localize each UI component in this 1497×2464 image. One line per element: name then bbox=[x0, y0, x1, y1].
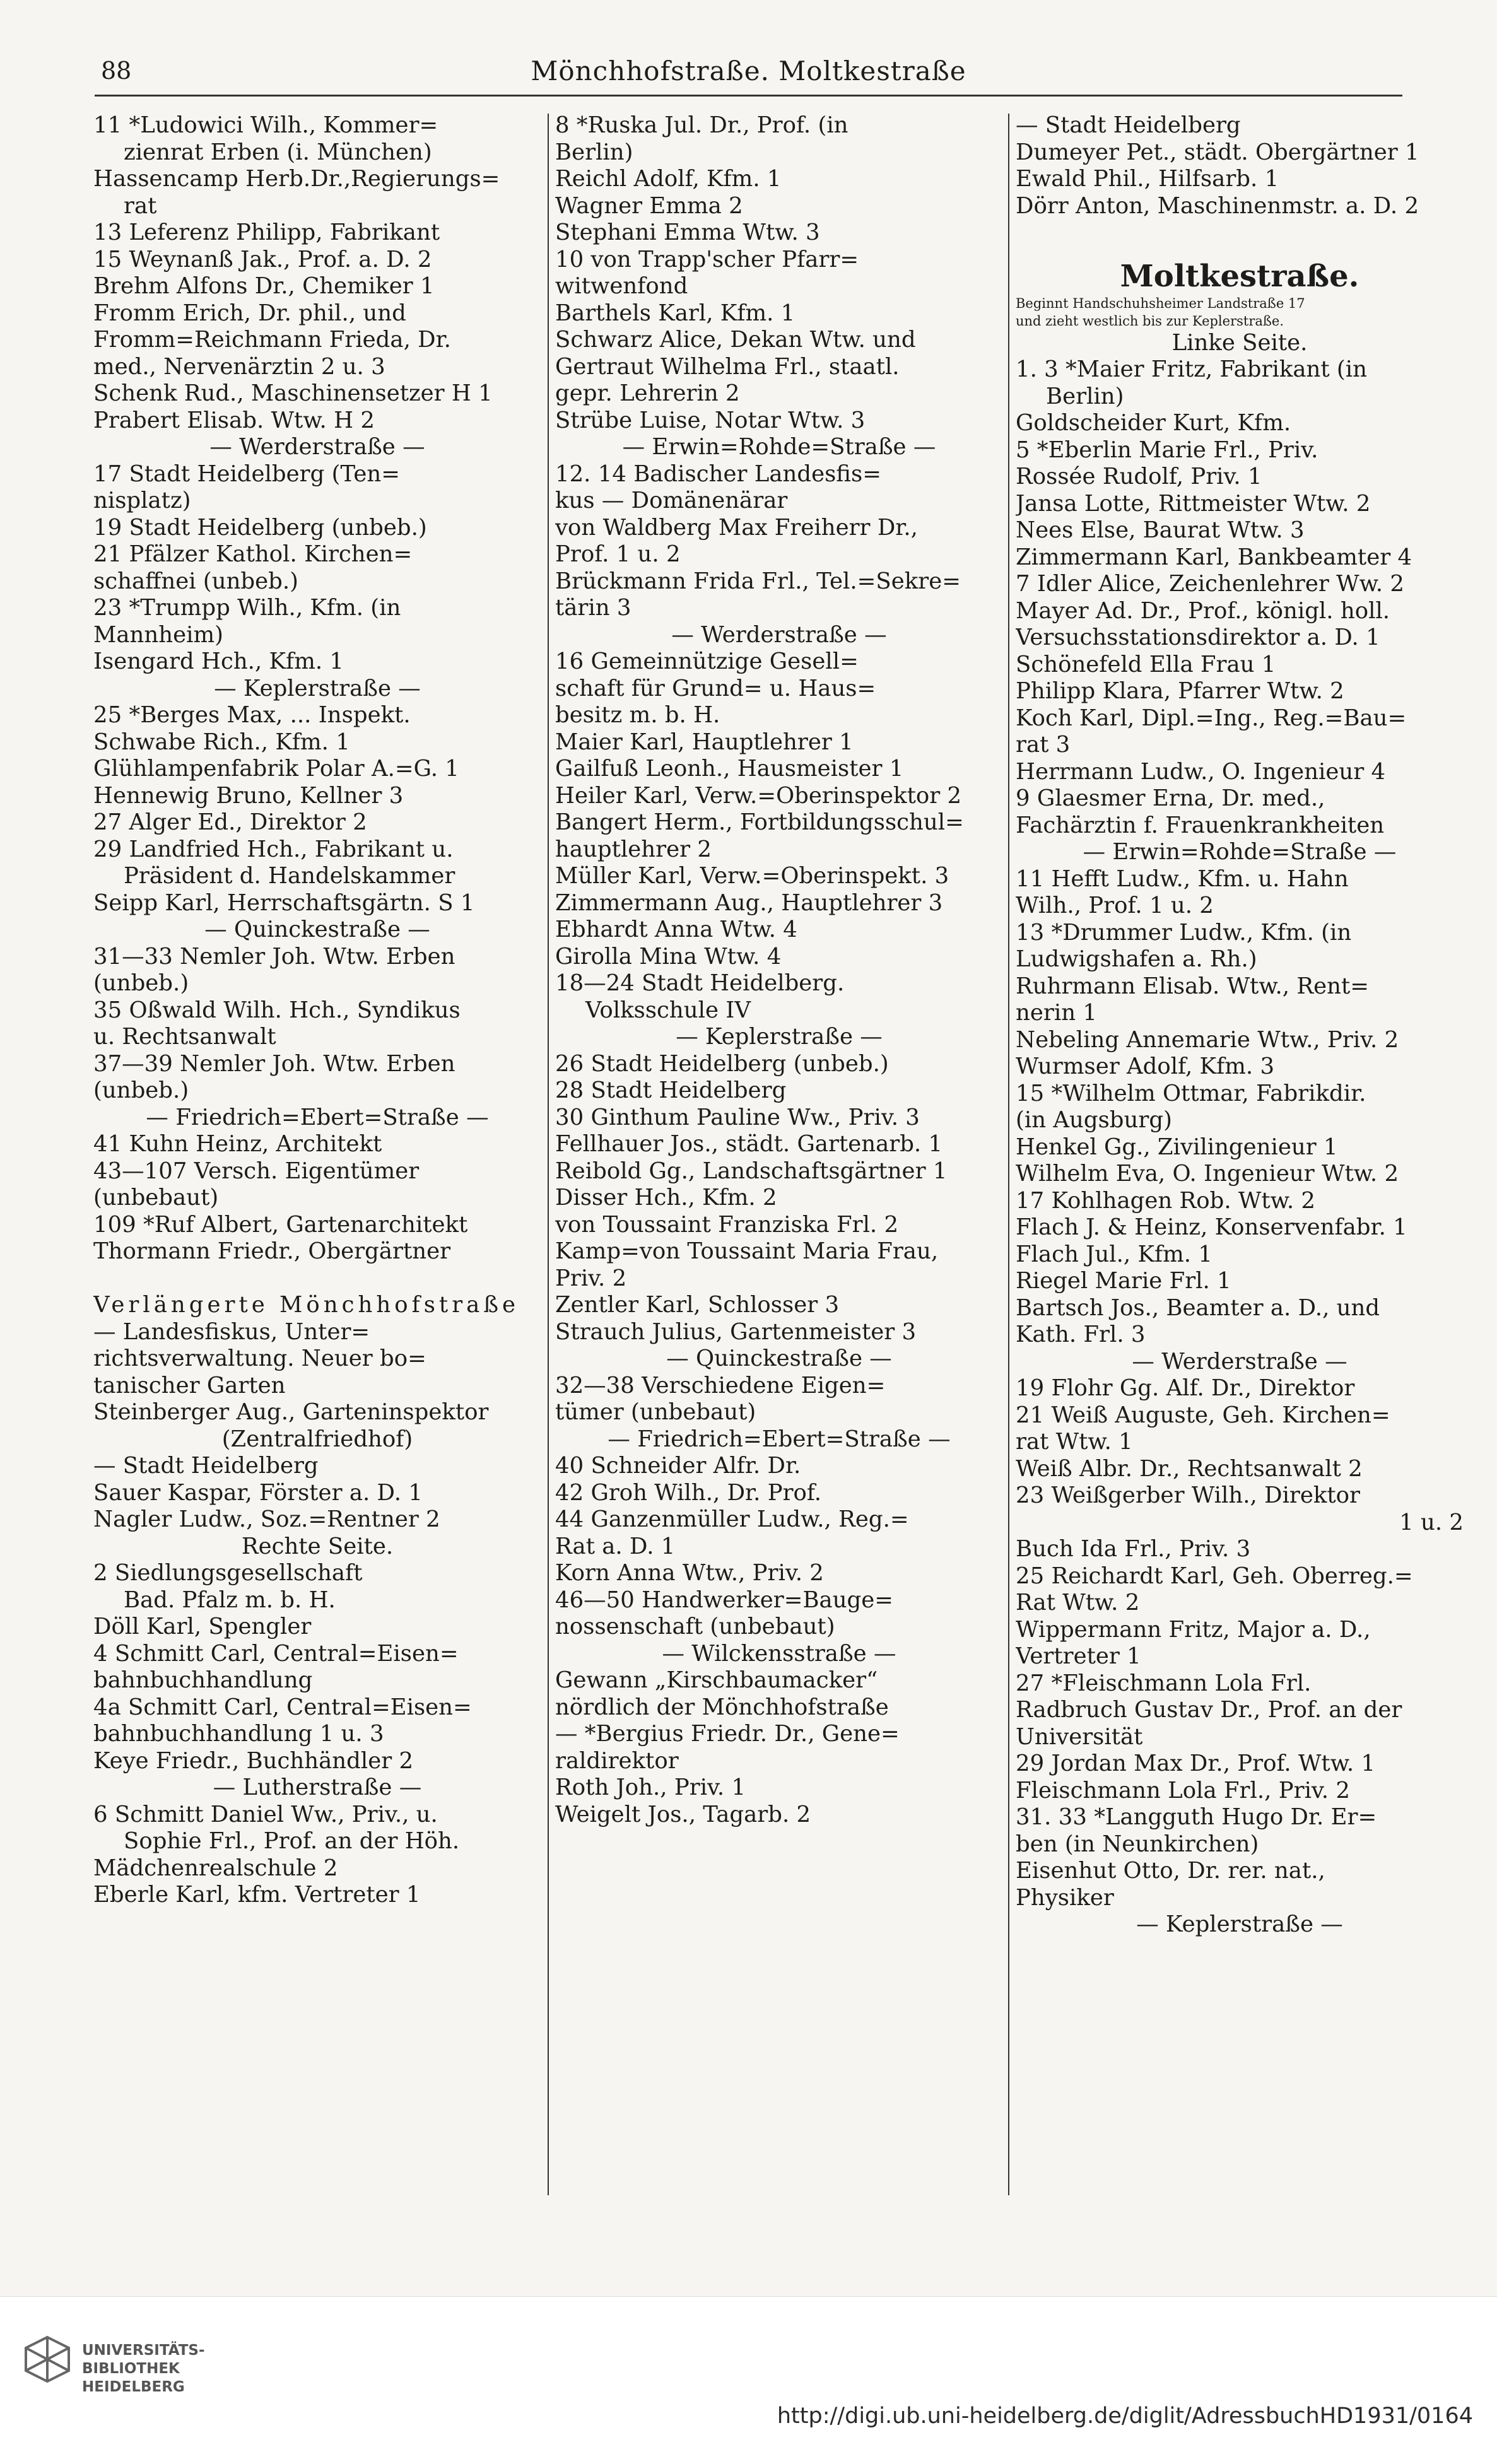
column-3-line: Dumeyer Pet., städt. Obergärtner 1 bbox=[1016, 139, 1419, 165]
column-1-line: Thormann Friedr., Obergärtner bbox=[93, 1238, 451, 1264]
column-1-line: 2 Siedlungsgesellschaft bbox=[93, 1560, 363, 1586]
column-1-line: Döll Karl, Spengler bbox=[93, 1614, 312, 1640]
column-1-line: Mannheim) bbox=[93, 621, 223, 648]
column-3-line: nerin 1 bbox=[1016, 1000, 1097, 1026]
column-3-line: Flach J. & Heinz, Konservenfabr. 1 bbox=[1016, 1214, 1407, 1240]
column-1-line: (Zentralfriedhof) bbox=[221, 1426, 413, 1452]
column-1-line: Isengard Hch., Kfm. 1 bbox=[93, 648, 344, 674]
column-3-line: ben (in Neunkirchen) bbox=[1016, 1831, 1259, 1857]
column-1-line: — Stadt Heidelberg bbox=[93, 1453, 319, 1479]
column-1-line: Mädchenrealschule 2 bbox=[93, 1855, 338, 1881]
column-3-line: Berlin) bbox=[1046, 383, 1124, 409]
column-3-line: 29 Jordan Max Dr., Prof. Wtw. 1 bbox=[1016, 1751, 1376, 1776]
column-1-line: Seipp Karl, Herrschaftsgärtn. S 1 bbox=[93, 889, 475, 916]
column-1-line: 6 Schmitt Daniel Ww., Priv., u. bbox=[93, 1801, 438, 1827]
column-2-line: Reichl Adolf, Kfm. 1 bbox=[555, 166, 782, 192]
column-1-line: Hennewig Bruno, Kellner 3 bbox=[93, 782, 404, 809]
column-1-line: nisplatz) bbox=[93, 488, 191, 513]
column-2-line: 16 Gemeinnützige Gesell= bbox=[555, 648, 859, 674]
column-2-line: — Werderstraße — bbox=[671, 621, 887, 648]
column-3-line: 1 u. 2 bbox=[1399, 1509, 1464, 1535]
column-3-line: Wilhelm Eva, O. Ingenieur Wtw. 2 bbox=[1016, 1161, 1399, 1187]
column-1-line: Steinberger Aug., Garteninspektor bbox=[93, 1399, 489, 1425]
column-3-line: (in Augsburg) bbox=[1016, 1107, 1172, 1133]
column-3-line: Kath. Frl. 3 bbox=[1016, 1322, 1146, 1347]
column-3-line: Linke Seite. bbox=[1171, 329, 1308, 356]
column-2-line: Brückmann Frida Frl., Tel.=Sekre= bbox=[555, 568, 961, 594]
column-2-line: — Keplerstraße — bbox=[676, 1024, 883, 1050]
column-1-line: richtsverwaltung. Neuer bo= bbox=[93, 1346, 426, 1371]
column-1-line: Hassencamp Herb.Dr.,Regierungs= bbox=[93, 166, 500, 192]
column-3-line: Moltkestraße. bbox=[1120, 258, 1359, 294]
column-3-line: Fachärztin f. Frauenkrankheiten bbox=[1016, 812, 1385, 838]
column-2-line: von Waldberg Max Freiherr Dr., bbox=[555, 514, 918, 541]
column-3-line: Riegel Marie Frl. 1 bbox=[1016, 1268, 1231, 1294]
column-3-line: 15 *Wilhelm Ottmar, Fabrikdir. bbox=[1016, 1080, 1366, 1106]
column-3-line: rat 3 bbox=[1016, 732, 1071, 758]
column-1-line: med., Nervenärztin 2 u. 3 bbox=[93, 353, 385, 380]
column-1-line: bahnbuchhandlung bbox=[93, 1667, 313, 1693]
column-2-line: Strauch Julius, Gartenmeister 3 bbox=[555, 1318, 917, 1345]
column-3-line: und zieht westlich bis zur Keplerstraße. bbox=[1016, 313, 1284, 329]
column-3-line: Zimmermann Karl, Bankbeamter 4 bbox=[1016, 544, 1412, 570]
column-3-line: Buch Ida Frl., Priv. 3 bbox=[1016, 1536, 1251, 1562]
column-1-line: Schenk Rud., Maschinensetzer H 1 bbox=[93, 380, 493, 406]
column-2-line: Priv. 2 bbox=[555, 1265, 627, 1291]
column-3-line: — Werderstraße — bbox=[1132, 1348, 1347, 1375]
column-2-line: Zimmermann Aug., Hauptlehrer 3 bbox=[555, 889, 943, 916]
column-1-line: Eberle Karl, kfm. Vertreter 1 bbox=[93, 1882, 421, 1908]
library-name-line3: HEIDELBERG bbox=[82, 2379, 185, 2395]
column-1-line: 21 Pfälzer Kathol. Kirchen= bbox=[93, 541, 413, 567]
column-2-line: — Friedrich=Ebert=Straße — bbox=[608, 1426, 951, 1452]
library-name-line2: BIBLIOTHEK bbox=[82, 2361, 180, 2377]
column-3-line: 31. 33 *Langguth Hugo Dr. Er= bbox=[1016, 1804, 1377, 1830]
column-2-line: — *Bergius Friedr. Dr., Gene= bbox=[555, 1721, 900, 1747]
column-3-line: 25 Reichardt Karl, Geh. Oberreg.= bbox=[1016, 1563, 1413, 1589]
column-2-line: Korn Anna Wtw., Priv. 2 bbox=[555, 1560, 824, 1586]
column-3-line: Koch Karl, Dipl.=Ing., Reg.=Bau= bbox=[1016, 705, 1407, 731]
column-1-line: bahnbuchhandlung 1 u. 3 bbox=[93, 1721, 384, 1747]
column-1-line: 27 Alger Ed., Direktor 2 bbox=[93, 809, 367, 835]
column-1-line: 4 Schmitt Carl, Central=Eisen= bbox=[93, 1640, 459, 1667]
column-1-line: — Friedrich=Ebert=Straße — bbox=[146, 1104, 489, 1130]
column-1-line: 37—39 Nemler Joh. Wtw. Erben bbox=[93, 1050, 455, 1077]
column-2-line: nördlich der Mönchhofstraße bbox=[555, 1694, 889, 1720]
column-1-line: Präsident d. Handelskammer bbox=[124, 863, 455, 889]
column-2-line: nossenschaft (unbebaut) bbox=[555, 1614, 835, 1640]
column-1-line: 11 *Ludowici Wilh., Kommer= bbox=[93, 112, 438, 138]
column-2-line: kus — Domänenärar bbox=[555, 488, 788, 513]
column-2-line: Heiler Karl, Verw.=Oberinspektor 2 bbox=[555, 782, 962, 809]
column-1-line: — Lutherstraße — bbox=[213, 1775, 422, 1800]
column-1-line: Fromm=Reichmann Frieda, Dr. bbox=[93, 327, 451, 353]
column-3-line: Ewald Phil., Hilfsarb. 1 bbox=[1016, 166, 1279, 192]
column-1-line: 23 *Trumpp Wilh., Kfm. (in bbox=[93, 595, 401, 621]
column-3-line: Wilh., Prof. 1 u. 2 bbox=[1016, 893, 1214, 918]
column-2-line: Volksschule IV bbox=[585, 997, 751, 1023]
column-3-line: Radbruch Gustav Dr., Prof. an der bbox=[1016, 1697, 1402, 1723]
column-3-line: Wurmser Adolf, Kfm. 3 bbox=[1016, 1053, 1275, 1079]
column-2-line: gepr. Lehrerin 2 bbox=[555, 380, 740, 406]
column-3-line: Vertreter 1 bbox=[1016, 1643, 1141, 1669]
column-2-line: Schwarz Alice, Dekan Wtw. und bbox=[555, 327, 916, 353]
column-2-line: 46—50 Handwerker=Bauge= bbox=[555, 1587, 894, 1613]
column-3-line: rat Wtw. 1 bbox=[1016, 1429, 1133, 1455]
column-1-line: tanischer Garten bbox=[93, 1372, 286, 1399]
column-3-line: 27 *Fleischmann Lola Frl. bbox=[1016, 1670, 1312, 1696]
column-1-line: u. Rechtsanwalt bbox=[93, 1024, 276, 1050]
column-1-line: — Quinckestraße — bbox=[204, 917, 430, 942]
column-2-line: Fellhauer Jos., städt. Gartenarb. 1 bbox=[555, 1131, 943, 1157]
column-2-line: Kamp=von Toussaint Maria Frau, bbox=[555, 1238, 939, 1264]
column-3-line: Flach Jul., Kfm. 1 bbox=[1016, 1241, 1212, 1267]
column-1-line: Keye Friedr., Buchhändler 2 bbox=[93, 1747, 414, 1774]
column-1-line: (unbeb.) bbox=[93, 970, 189, 996]
column-2-line: Gailfuß Leonh., Hausmeister 1 bbox=[555, 756, 904, 782]
column-2-line: von Toussaint Franziska Frl. 2 bbox=[555, 1211, 899, 1238]
column-1-line: 43—107 Versch. Eigentümer bbox=[93, 1158, 420, 1184]
source-url-link[interactable]: http://digi.ub.uni-heidelberg.de/diglit/AdressbuchHD1931/0164 bbox=[777, 2403, 1473, 2429]
column-3-line: 21 Weiß Auguste, Geh. Kirchen= bbox=[1016, 1402, 1390, 1428]
column-3-line: 17 Kohlhagen Rob. Wtw. 2 bbox=[1016, 1187, 1316, 1214]
column-1-line: Verlängerte Mönchhofstraße bbox=[93, 1292, 520, 1318]
column-divider-2 bbox=[1008, 114, 1009, 2195]
page-number: 88 bbox=[101, 57, 132, 85]
column-3-line: 9 Glaesmer Erna, Dr. med., bbox=[1016, 785, 1325, 811]
column-2-line: — Quinckestraße — bbox=[666, 1346, 892, 1371]
column-3-line: — Keplerstraße — bbox=[1136, 1911, 1343, 1937]
column-3-line: Beginnt Handschuhsheimer Landstraße 17 bbox=[1016, 295, 1305, 311]
column-2-line: 32—38 Verschiedene Eigen= bbox=[555, 1372, 886, 1399]
column-3-line: 23 Weißgerber Wilh., Direktor bbox=[1016, 1482, 1361, 1508]
column-3-line bbox=[1016, 220, 1464, 247]
column-1-line: schaffnei (unbeb.) bbox=[93, 568, 299, 594]
column-2-line: Strübe Luise, Notar Wtw. 3 bbox=[555, 407, 866, 433]
column-3-line: — Erwin=Rohde=Straße — bbox=[1083, 839, 1397, 865]
column-1-line: — Werderstraße — bbox=[209, 434, 425, 460]
column-2-line: Maier Karl, Hauptlehrer 1 bbox=[555, 729, 854, 755]
column-3-line: Versuchsstationsdirektor a. D. 1 bbox=[1016, 625, 1380, 650]
column-1 bbox=[93, 112, 541, 1909]
footer-area bbox=[0, 2297, 1497, 2464]
column-3-line: Physiker bbox=[1016, 1884, 1114, 1911]
column-1-line: 19 Stadt Heidelberg (unbeb.) bbox=[93, 514, 427, 541]
column-1-line: zienrat Erben (i. München) bbox=[124, 139, 432, 165]
library-name bbox=[82, 2342, 205, 2397]
column-1-line: Glühlampenfabrik Polar A.=G. 1 bbox=[93, 756, 459, 782]
column-1-line: Schwabe Rich., Kfm. 1 bbox=[93, 729, 350, 755]
column-3-line: 11 Hefft Ludw., Kfm. u. Hahn bbox=[1016, 865, 1349, 892]
column-2-line: 26 Stadt Heidelberg (unbeb.) bbox=[555, 1050, 889, 1077]
column-1-line bbox=[93, 1265, 541, 1293]
column-3-line: Ruhrmann Elisab. Wtw., Rent= bbox=[1016, 973, 1369, 999]
column-3-line: Wippermann Fritz, Major a. D., bbox=[1016, 1616, 1371, 1643]
column-2-line: Zentler Karl, Schlosser 3 bbox=[555, 1292, 840, 1318]
column-1-line: Sophie Frl., Prof. an der Höh. bbox=[124, 1828, 460, 1854]
column-2-line: Gewann „Kirschbaumacker“ bbox=[555, 1667, 878, 1693]
column-2-line: 28 Stadt Heidelberg bbox=[555, 1077, 787, 1103]
column-3-line: — Stadt Heidelberg bbox=[1016, 112, 1241, 138]
column-1-line: 13 Leferenz Philipp, Fabrikant bbox=[93, 220, 440, 245]
column-1-line: 4a Schmitt Carl, Central=Eisen= bbox=[93, 1694, 472, 1720]
header-rule bbox=[95, 95, 1402, 97]
column-2-line: Gertraut Wilhelma Frl., staatl. bbox=[555, 353, 900, 380]
column-2-line: Girolla Mina Wtw. 4 bbox=[555, 943, 782, 970]
column-2-line: Weigelt Jos., Tagarb. 2 bbox=[555, 1801, 811, 1827]
column-3-line: Eisenhut Otto, Dr. rer. nat., bbox=[1016, 1858, 1325, 1884]
column-2-line: Ebhardt Anna Wtw. 4 bbox=[555, 917, 797, 942]
column-2-line: besitz m. b. H. bbox=[555, 702, 720, 728]
column-2-line: 12. 14 Badischer Landesfis= bbox=[555, 461, 881, 487]
column-1-line: 109 *Ruf Albert, Gartenarchitekt bbox=[93, 1211, 468, 1238]
column-3-line: Nebeling Annemarie Wtw., Priv. 2 bbox=[1016, 1026, 1399, 1053]
column-3 bbox=[1016, 112, 1464, 1939]
column-2-line: 40 Schneider Alfr. Dr. bbox=[555, 1453, 801, 1479]
column-2-line: witwenfond bbox=[555, 273, 688, 299]
column-3-line: Fleischmann Lola Frl., Priv. 2 bbox=[1016, 1777, 1350, 1804]
column-2-line: tärin 3 bbox=[555, 595, 631, 621]
column-1-line: (unbebaut) bbox=[93, 1185, 219, 1211]
column-3-line: Goldscheider Kurt, Kfm. bbox=[1016, 410, 1291, 436]
column-1-line: Fromm Erich, Dr. phil., und bbox=[93, 300, 406, 326]
column-2-line: — Erwin=Rohde=Straße — bbox=[622, 434, 936, 460]
column-1-line: 25 *Berges Max, ... Inspekt. bbox=[93, 702, 411, 728]
column-2-line: Roth Joh., Priv. 1 bbox=[555, 1775, 746, 1800]
column-3-line: Rat Wtw. 2 bbox=[1016, 1590, 1140, 1616]
library-logo-icon bbox=[22, 2334, 73, 2387]
column-3-line: Jansa Lotte, Rittmeister Wtw. 2 bbox=[1016, 490, 1371, 517]
column-3-line: Schönefeld Ella Frau 1 bbox=[1016, 651, 1276, 678]
column-3-line: 13 *Drummer Ludw., Kfm. (in bbox=[1016, 919, 1352, 946]
column-3-line: Weiß Albr. Dr., Rechtsanwalt 2 bbox=[1016, 1455, 1363, 1482]
column-2-line: 30 Ginthum Pauline Ww., Priv. 3 bbox=[555, 1104, 920, 1130]
column-1-line: (unbeb.) bbox=[93, 1077, 189, 1103]
column-2-line: 8 *Ruska Jul. Dr., Prof. (in bbox=[555, 112, 848, 138]
column-3-line: Mayer Ad. Dr., Prof., königl. holl. bbox=[1016, 597, 1390, 624]
column-2 bbox=[555, 112, 1003, 1828]
column-2-line: 44 Ganzenmüller Ludw., Reg.= bbox=[555, 1506, 909, 1532]
column-3-line: 5 *Eberlin Marie Frl., Priv. bbox=[1016, 437, 1318, 463]
column-3-line: Nees Else, Baurat Wtw. 3 bbox=[1016, 517, 1305, 543]
column-1-line: 41 Kuhn Heinz, Architekt bbox=[93, 1131, 382, 1157]
column-2-line: hauptlehrer 2 bbox=[555, 836, 712, 862]
column-2-line: Berlin) bbox=[555, 139, 633, 165]
column-2-line: Rat a. D. 1 bbox=[555, 1533, 676, 1559]
column-divider-1 bbox=[548, 114, 549, 2195]
page-title: Mönchhofstraße. Moltkestraße bbox=[531, 56, 966, 86]
column-3-line: 1. 3 *Maier Fritz, Fabrikant (in bbox=[1016, 356, 1367, 382]
column-1-line: Brehm Alfons Dr., Chemiker 1 bbox=[93, 273, 435, 299]
column-2-line: Disser Hch., Kfm. 2 bbox=[555, 1185, 777, 1211]
column-3-line: Ludwigshafen a. Rh.) bbox=[1016, 946, 1257, 972]
column-1-line: rat bbox=[124, 192, 157, 219]
column-2-line: schaft für Grund= u. Haus= bbox=[555, 675, 876, 701]
column-3-line: Dörr Anton, Maschinenmstr. a. D. 2 bbox=[1016, 192, 1419, 219]
column-1-line: Prabert Elisab. Wtw. H 2 bbox=[93, 407, 375, 433]
column-2-line: Wagner Emma 2 bbox=[555, 192, 743, 219]
column-3-line: Rossée Rudolf, Priv. 1 bbox=[1016, 464, 1262, 490]
column-3-line: Bartsch Jos., Beamter a. D., und bbox=[1016, 1294, 1380, 1321]
column-1-line: Nagler Ludw., Soz.=Rentner 2 bbox=[93, 1506, 440, 1532]
column-1-line: 35 Oßwald Wilh. Hch., Syndikus bbox=[93, 997, 461, 1023]
column-2-line: 42 Groh Wilh., Dr. Prof. bbox=[555, 1479, 822, 1506]
column-2-line: tümer (unbebaut) bbox=[555, 1399, 756, 1425]
column-3-line: Universität bbox=[1016, 1723, 1143, 1750]
column-1-line: Sauer Kaspar, Förster a. D. 1 bbox=[93, 1479, 423, 1506]
column-2-line: Bangert Herm., Fortbildungsschul= bbox=[555, 809, 964, 835]
column-1-line: 17 Stadt Heidelberg (Ten= bbox=[93, 461, 400, 487]
column-3-line: Herrmann Ludw., O. Ingenieur 4 bbox=[1016, 758, 1386, 785]
library-name-line1: UNIVERSITÄTS- bbox=[82, 2342, 205, 2359]
column-2-line: Prof. 1 u. 2 bbox=[555, 541, 681, 567]
column-3-line: 7 Idler Alice, Zeichenlehrer Ww. 2 bbox=[1016, 571, 1404, 597]
column-1-line: Rechte Seite. bbox=[241, 1533, 394, 1559]
column-2-line: Barthels Karl, Kfm. 1 bbox=[555, 300, 795, 326]
column-3-line: Philipp Klara, Pfarrer Wtw. 2 bbox=[1016, 678, 1344, 704]
column-2-line: — Wilckensstraße — bbox=[662, 1640, 896, 1667]
column-1-line: — Keplerstraße — bbox=[214, 675, 421, 701]
column-1-line: Bad. Pfalz m. b. H. bbox=[124, 1587, 336, 1613]
column-3-line: 19 Flohr Gg. Alf. Dr., Direktor bbox=[1016, 1375, 1355, 1401]
column-1-line: — Landesfiskus, Unter= bbox=[93, 1318, 370, 1345]
column-2-line: Müller Karl, Verw.=Oberinspekt. 3 bbox=[555, 863, 949, 889]
column-2-line: Stephani Emma Wtw. 3 bbox=[555, 220, 820, 245]
column-2-line: 10 von Trapp'scher Pfarr= bbox=[555, 246, 859, 273]
column-1-line: 31—33 Nemler Joh. Wtw. Erben bbox=[93, 943, 455, 970]
column-2-line: 18—24 Stadt Heidelberg. bbox=[555, 970, 845, 996]
column-2-line: Reibold Gg., Landschaftsgärtner 1 bbox=[555, 1158, 948, 1184]
column-1-line: 29 Landfried Hch., Fabrikant u. bbox=[93, 836, 454, 862]
column-2-line: raldirektor bbox=[555, 1747, 679, 1774]
column-3-line: Henkel Gg., Zivilingenieur 1 bbox=[1016, 1134, 1338, 1160]
column-1-line: 15 Weynanß Jak., Prof. a. D. 2 bbox=[93, 246, 432, 273]
